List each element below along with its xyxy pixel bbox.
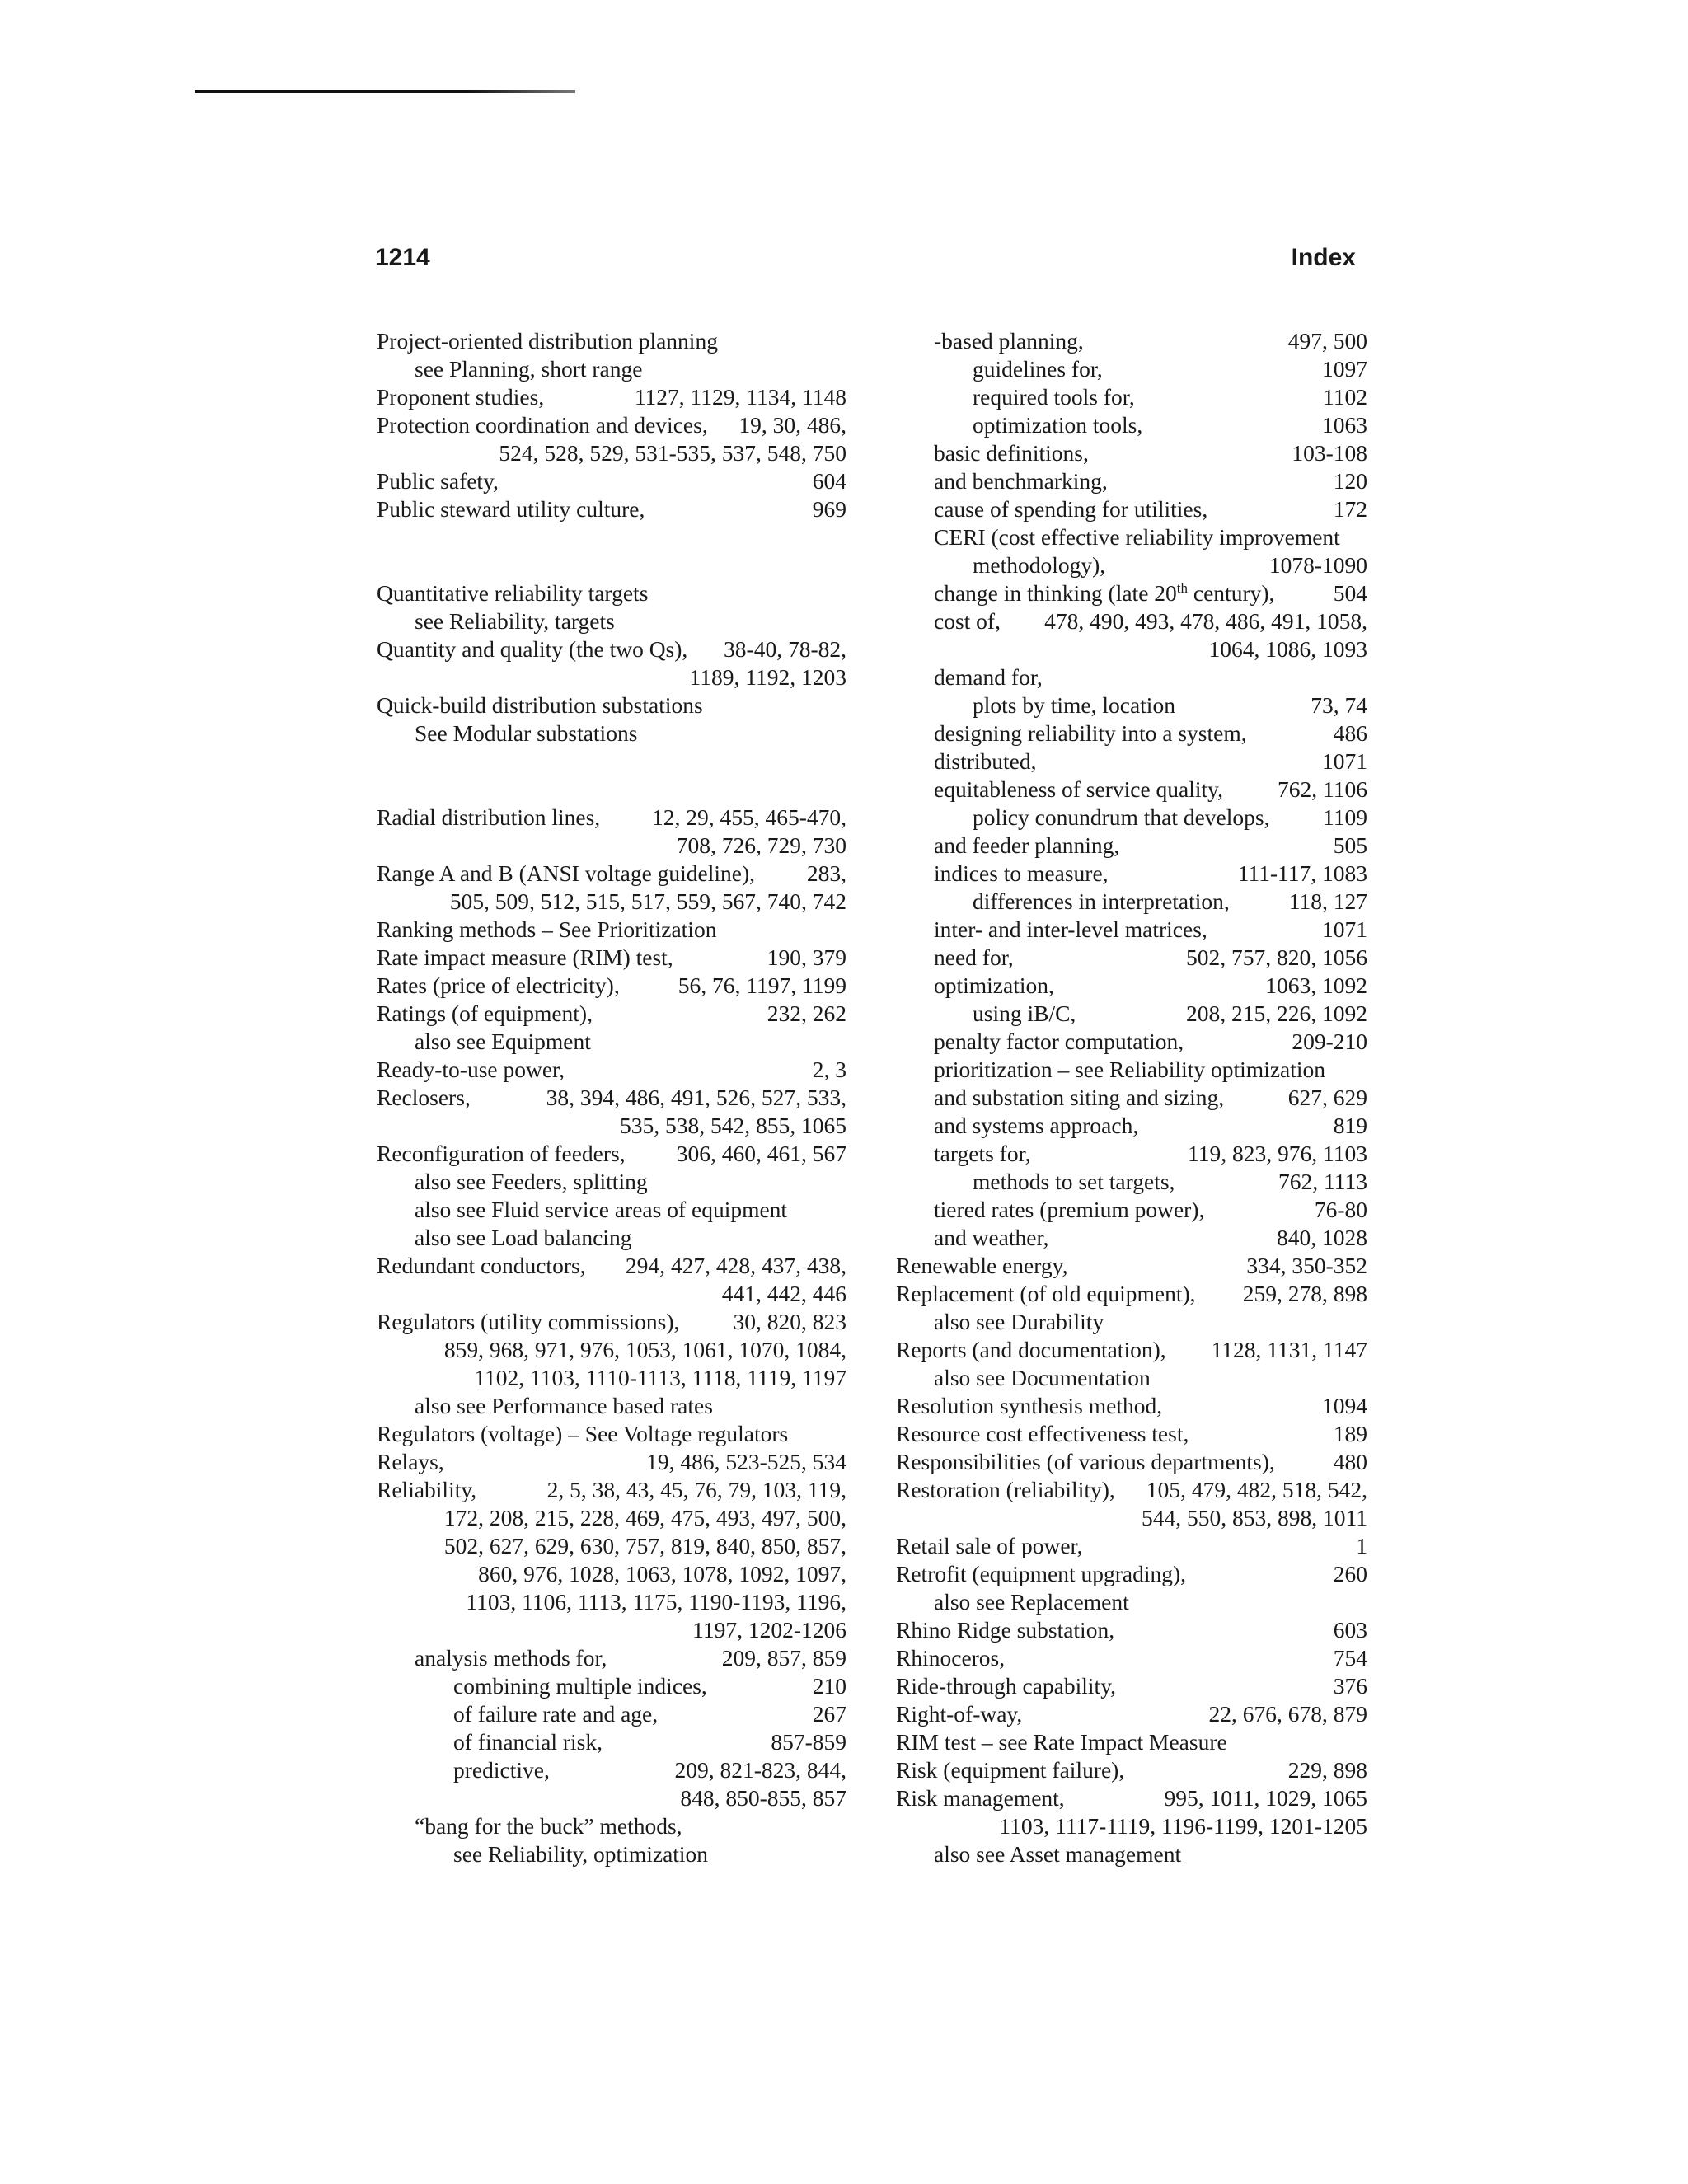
- index-entry: [377, 1112, 846, 1140]
- index-entry: [377, 1140, 846, 1168]
- entry-pages: 708, 726, 729, 730: [676, 832, 846, 858]
- index-entry: [896, 1000, 1367, 1028]
- entry-pages: 232, 262: [767, 1001, 846, 1026]
- entry-text: guidelines for,: [973, 356, 1103, 382]
- index-entry: [896, 1392, 1367, 1420]
- index-entry: [377, 383, 846, 411]
- entry-pages: 502, 757, 820, 1056: [1186, 944, 1367, 970]
- entry-pages: 260: [1333, 1561, 1367, 1586]
- section-gap: [377, 776, 846, 804]
- index-entry: [896, 1028, 1367, 1056]
- index-entry: [896, 748, 1367, 776]
- index-entry: [896, 1196, 1367, 1224]
- entry-pages: 995, 1011, 1029, 1065: [1164, 1785, 1367, 1811]
- entry-text: Restoration (reliability),: [896, 1477, 1115, 1502]
- index-entry: [377, 916, 846, 944]
- index-entry: [377, 607, 846, 635]
- index-entry: [377, 467, 846, 495]
- entry-pages: 2, 5, 38, 43, 45, 76, 79, 103, 119,: [546, 1477, 846, 1502]
- entry-pages: 859, 968, 971, 976, 1053, 1061, 1070, 1084,: [443, 1337, 846, 1362]
- index-entry: [896, 1420, 1367, 1448]
- entry-pages: 1128, 1131, 1147: [1211, 1337, 1367, 1362]
- entry-pages: 819: [1333, 1113, 1367, 1138]
- index-entry: [896, 1616, 1367, 1644]
- entry-text: and substation siting and sizing,: [934, 1085, 1225, 1110]
- index-entry: [377, 1056, 846, 1084]
- entry-text: Relays,: [377, 1449, 444, 1474]
- entry-text: and weather,: [934, 1225, 1049, 1250]
- entry-text: Ratings (of equipment),: [377, 1001, 593, 1026]
- index-entry: [896, 523, 1367, 551]
- entry-text: of financial risk,: [453, 1729, 603, 1755]
- entry-text: combining multiple indices,: [453, 1673, 707, 1699]
- entry-pages: 502, 627, 629, 630, 757, 819, 840, 850, 857,: [443, 1533, 846, 1558]
- entry-text: also see Load balancing: [415, 1225, 632, 1250]
- index-entry: [377, 1756, 846, 1784]
- entry-text: differences in interpretation,: [973, 888, 1230, 914]
- entry-pages: 627, 629: [1287, 1085, 1367, 1110]
- entry-text: Ready-to-use power,: [377, 1057, 565, 1082]
- section-gap: [377, 523, 846, 551]
- entry-pages: 172: [1333, 496, 1367, 522]
- entry-pages: 334, 350-352: [1246, 1253, 1367, 1278]
- index-entry: [896, 1476, 1367, 1504]
- index-entry: [896, 1588, 1367, 1616]
- entry-text: RIM test – see Rate Impact Measure: [896, 1729, 1227, 1755]
- index-entry: [896, 495, 1367, 523]
- entry-pages: 105, 479, 482, 518, 542,: [1146, 1477, 1367, 1502]
- entry-text: targets for,: [934, 1141, 1031, 1166]
- index-entry: [377, 691, 846, 719]
- index-entry: [896, 1672, 1367, 1700]
- entry-pages: 118, 127: [1288, 888, 1367, 914]
- index-entry: [896, 411, 1367, 439]
- entry-text: using iB/C,: [973, 1001, 1076, 1026]
- index-entry: [896, 1056, 1367, 1084]
- index-entry: [377, 1196, 846, 1224]
- entry-text: see Reliability, optimization: [453, 1841, 709, 1867]
- index-entry: [377, 860, 846, 888]
- entry-text: also see Durability: [934, 1309, 1104, 1334]
- index-entry: [896, 607, 1367, 635]
- entry-pages: 524, 528, 529, 531-535, 537, 548, 750: [499, 440, 846, 466]
- entry-text: and feeder planning,: [934, 832, 1120, 858]
- index-entry: [377, 635, 846, 663]
- entry-pages: 376: [1333, 1673, 1367, 1699]
- index-entry: [377, 1588, 846, 1616]
- entry-text: predictive,: [453, 1757, 550, 1783]
- entry-pages: 103-108: [1292, 440, 1367, 466]
- entry-text: indices to measure,: [934, 860, 1109, 886]
- entry-text: Protection coordination and devices,: [377, 412, 708, 438]
- entry-text: basic definitions,: [934, 440, 1089, 466]
- entry-text: and benchmarking,: [934, 468, 1108, 494]
- entry-text: “bang for the buck” methods,: [415, 1813, 682, 1839]
- index-entry: [377, 1840, 846, 1868]
- entry-pages: 1109: [1323, 804, 1367, 830]
- entry-pages: 762, 1106: [1278, 776, 1367, 802]
- index-entry: [377, 1280, 846, 1308]
- entry-pages: 190, 379: [767, 944, 846, 970]
- index-entry: [377, 1532, 846, 1560]
- index-entry: [377, 1364, 846, 1392]
- entry-pages: 1071: [1322, 748, 1367, 774]
- index-entry: [896, 944, 1367, 972]
- entry-pages: 210: [812, 1673, 846, 1699]
- index-entry: [896, 1812, 1367, 1840]
- entry-text: Range A and B (ANSI voltage guideline),: [377, 860, 756, 886]
- entry-text: Regulators (utility commissions),: [377, 1309, 680, 1334]
- index-entry: [377, 1084, 846, 1112]
- entry-text: also see Documentation: [934, 1365, 1151, 1390]
- entry-pages: 306, 460, 461, 567: [676, 1141, 846, 1166]
- entry-pages: 497, 500: [1287, 328, 1367, 354]
- entry-pages: 38, 394, 486, 491, 526, 527, 533,: [546, 1085, 846, 1110]
- entry-text: cost of,: [934, 608, 1001, 634]
- index-entry: [377, 1448, 846, 1476]
- index-entry: [377, 972, 846, 1000]
- entry-pages: 1102, 1103, 1110-1113, 1118, 1119, 1197: [474, 1365, 846, 1390]
- entry-text: Proponent studies,: [377, 384, 545, 410]
- entry-text: Risk (equipment failure),: [896, 1757, 1125, 1783]
- entry-pages: 209, 821-823, 844,: [674, 1757, 846, 1783]
- entry-pages: 1197, 1202-1206: [692, 1617, 846, 1643]
- index-entry: [377, 1168, 846, 1196]
- entry-text: also see Asset management: [934, 1841, 1182, 1867]
- index-entry: [377, 1616, 846, 1644]
- entry-pages: 1071: [1322, 916, 1367, 942]
- entry-text: Regulators (voltage) – See Voltage regulators: [377, 1421, 789, 1446]
- entry-pages: 1103, 1117-1119, 1196-1199, 1201-1205: [999, 1813, 1367, 1839]
- index-entry: [896, 1252, 1367, 1280]
- index-entry: [377, 804, 846, 832]
- entry-pages: 1063, 1092: [1265, 972, 1367, 998]
- index-entry: [896, 663, 1367, 691]
- index-entry: [377, 719, 846, 748]
- entry-text: required tools for,: [973, 384, 1135, 410]
- entry-pages: 857-859: [771, 1729, 846, 1755]
- entry-text: change in thinking (late 20th century),: [934, 579, 1275, 606]
- entry-text: See Modular substations: [415, 720, 638, 746]
- index-entry: [896, 1364, 1367, 1392]
- entry-pages: 1078-1090: [1268, 552, 1367, 578]
- index-entry: [896, 1112, 1367, 1140]
- entry-pages: 544, 550, 853, 898, 1011: [1142, 1505, 1367, 1530]
- index-entry: [377, 1784, 846, 1812]
- entry-text: policy conundrum that develops,: [973, 804, 1270, 830]
- index-entry: [377, 411, 846, 439]
- entry-pages: 504: [1333, 580, 1367, 606]
- entry-pages: 1189, 1192, 1203: [689, 664, 846, 690]
- ordinal-suffix: th: [1176, 579, 1189, 596]
- entry-pages: 208, 215, 226, 1092: [1186, 1001, 1367, 1026]
- entry-pages: 486: [1333, 720, 1367, 746]
- entry-text: Redundant conductors,: [377, 1253, 586, 1278]
- index-entry: [377, 1000, 846, 1028]
- entry-pages: 19, 30, 486,: [738, 412, 846, 438]
- entry-pages: 969: [812, 496, 846, 522]
- entry-text: analysis methods for,: [415, 1645, 607, 1671]
- entry-pages: 480: [1333, 1449, 1367, 1474]
- index-entry: [896, 888, 1367, 916]
- entry-text: Quantitative reliability targets: [377, 580, 649, 606]
- entry-pages: 1063: [1322, 412, 1367, 438]
- index-entry: [896, 1280, 1367, 1308]
- index-entry: [896, 1560, 1367, 1588]
- entry-pages: 283,: [806, 860, 846, 886]
- entry-pages: 1094: [1322, 1393, 1367, 1418]
- entry-pages: 441, 442, 446: [721, 1281, 846, 1306]
- index-entry: [377, 1420, 846, 1448]
- index-entry: [896, 1084, 1367, 1112]
- entry-text: Reclosers,: [377, 1085, 471, 1110]
- index-entry: [896, 691, 1367, 719]
- entry-text: plots by time, location: [973, 692, 1175, 718]
- entry-text: Public safety,: [377, 468, 499, 494]
- index-entry: [896, 1840, 1367, 1868]
- index-column-right: [896, 327, 1367, 1868]
- entry-text: Risk management,: [896, 1785, 1065, 1811]
- index-entry: [377, 579, 846, 607]
- index-entry: [377, 888, 846, 916]
- index-entry: [896, 1784, 1367, 1812]
- entry-text: Reconfiguration of feeders,: [377, 1141, 626, 1166]
- entry-text: Rate impact measure (RIM) test,: [377, 944, 673, 970]
- entry-text: Resolution synthesis method,: [896, 1393, 1163, 1418]
- entry-pages: 38-40, 78-82,: [724, 636, 846, 662]
- entry-text: demand for,: [934, 664, 1043, 690]
- entry-pages: 762, 1113: [1278, 1169, 1367, 1194]
- entry-text: also see Feeders, splitting: [415, 1169, 648, 1194]
- index-entry: [896, 1644, 1367, 1672]
- entry-text: of failure rate and age,: [453, 1701, 659, 1727]
- entry-text: need for,: [934, 944, 1014, 970]
- top-rule: [195, 90, 575, 93]
- entry-pages: 12, 29, 455, 465-470,: [651, 804, 846, 830]
- index-entry: [377, 355, 846, 383]
- entry-text: methodology),: [973, 552, 1106, 578]
- index-entry: [377, 1560, 846, 1588]
- entry-pages: 119, 823, 976, 1103: [1188, 1141, 1367, 1166]
- entry-text: optimization tools,: [973, 412, 1143, 438]
- entry-pages: 1097: [1322, 356, 1367, 382]
- entry-pages: 535, 538, 542, 855, 1065: [620, 1113, 846, 1138]
- entry-text: Quantity and quality (the two Qs),: [377, 636, 688, 662]
- index-entry: [377, 1252, 846, 1280]
- entry-pages: 56, 76, 1197, 1199: [678, 972, 846, 998]
- index-entry: [896, 355, 1367, 383]
- index-entry: [377, 439, 846, 467]
- entry-text: also see Fluid service areas of equipment: [415, 1197, 788, 1222]
- entry-text: Retail sale of power,: [896, 1533, 1083, 1558]
- index-entry: [896, 551, 1367, 579]
- entry-pages: 73, 74: [1311, 692, 1367, 718]
- index-entry: [896, 804, 1367, 832]
- index-entry: [896, 635, 1367, 663]
- index-entry: [896, 1140, 1367, 1168]
- entry-text: Reports (and documentation),: [896, 1337, 1166, 1362]
- entry-text: inter- and inter-level matrices,: [934, 916, 1207, 942]
- entry-pages: 603: [1333, 1617, 1367, 1643]
- entry-pages: 76-80: [1314, 1197, 1367, 1222]
- index-entry: [896, 439, 1367, 467]
- entry-pages: 505: [1333, 832, 1367, 858]
- entry-pages: 604: [812, 468, 846, 494]
- index-entry: [377, 944, 846, 972]
- entry-pages: 120: [1333, 468, 1367, 494]
- index-entry: [377, 663, 846, 691]
- index-entry: [377, 1308, 846, 1336]
- entry-pages: 2, 3: [812, 1057, 846, 1082]
- index-entry: [896, 1756, 1367, 1784]
- index-entry: [896, 719, 1367, 748]
- index-entry: [377, 1700, 846, 1728]
- index-column-left: [377, 327, 846, 1868]
- index-entry: [896, 1308, 1367, 1336]
- section-gap: [377, 551, 846, 579]
- entry-text: Ride-through capability,: [896, 1673, 1117, 1699]
- entry-text: Retrofit (equipment upgrading),: [896, 1561, 1187, 1586]
- entry-text: Resource cost effectiveness test,: [896, 1421, 1189, 1446]
- entry-text: Public steward utility culture,: [377, 496, 645, 522]
- entry-pages: 505, 509, 512, 515, 517, 559, 567, 740, 742: [449, 888, 846, 914]
- entry-text: Rates (price of electricity),: [377, 972, 620, 998]
- index-entry: [377, 1392, 846, 1420]
- index-entry: [377, 1028, 846, 1056]
- entry-pages: 848, 850-855, 857: [680, 1785, 846, 1811]
- entry-pages: 1: [1356, 1533, 1367, 1558]
- entry-text: and systems approach,: [934, 1113, 1139, 1138]
- entry-text: also see Performance based rates: [415, 1393, 713, 1418]
- index-entry: [896, 579, 1367, 607]
- entry-text: Replacement (of old equipment),: [896, 1281, 1196, 1306]
- entry-text: Responsibilities (of various departments),: [896, 1449, 1275, 1474]
- index-entry: [377, 495, 846, 523]
- entry-text: tiered rates (premium power),: [934, 1197, 1205, 1222]
- entry-pages: 478, 490, 493, 478, 486, 491, 1058,: [1044, 608, 1367, 634]
- index-entry: [896, 1168, 1367, 1196]
- entry-pages: 209-210: [1292, 1029, 1367, 1054]
- index-entry: [896, 1336, 1367, 1364]
- index-entry: [896, 776, 1367, 804]
- entry-text: prioritization – see Reliability optimization: [934, 1057, 1326, 1082]
- entry-pages: 172, 208, 215, 228, 469, 475, 493, 497, 500,: [443, 1505, 846, 1530]
- entry-text: Rhinoceros,: [896, 1645, 1006, 1671]
- index-entry: [377, 1224, 846, 1252]
- entry-text: penalty factor computation,: [934, 1029, 1184, 1054]
- entry-text: cause of spending for utilities,: [934, 496, 1208, 522]
- entry-pages: 1127, 1129, 1134, 1148: [634, 384, 846, 410]
- index-entry: [896, 916, 1367, 944]
- entry-text: Project-oriented distribution planning: [377, 328, 718, 354]
- section-title: Index: [1291, 244, 1356, 271]
- entry-text: equitableness of service quality,: [934, 776, 1224, 802]
- index-entry: [896, 383, 1367, 411]
- entry-pages: 189: [1333, 1421, 1367, 1446]
- entry-text: distributed,: [934, 748, 1037, 774]
- index-entry: [377, 327, 846, 355]
- entry-pages: 1103, 1106, 1113, 1175, 1190-1193, 1196,: [466, 1589, 846, 1615]
- entry-pages: 259, 278, 898: [1242, 1281, 1367, 1306]
- index-entry: [896, 1504, 1367, 1532]
- entry-pages: 754: [1333, 1645, 1367, 1671]
- entry-text: see Planning, short range: [415, 356, 643, 382]
- index-entry: [896, 467, 1367, 495]
- entry-pages: 229, 898: [1287, 1757, 1367, 1783]
- entry-text: Radial distribution lines,: [377, 804, 601, 830]
- entry-text: see Reliability, targets: [415, 608, 615, 634]
- index-entry: [896, 1728, 1367, 1756]
- index-entry: [377, 1336, 846, 1364]
- entry-text: CERI (cost effective reliability improvement: [934, 524, 1340, 550]
- entry-text: Right-of-way,: [896, 1701, 1023, 1727]
- index-entry: [896, 1700, 1367, 1728]
- index-entry: [377, 1728, 846, 1756]
- entry-text: Renewable energy,: [896, 1253, 1068, 1278]
- entry-text: Reliability,: [377, 1477, 477, 1502]
- entry-pages: 294, 427, 428, 437, 438,: [625, 1253, 846, 1278]
- page-number: 1214: [375, 244, 430, 271]
- index-entry: [377, 1672, 846, 1700]
- index-entry: [896, 327, 1367, 355]
- entry-text: designing reliability into a system,: [934, 720, 1247, 746]
- entry-text: also see Replacement: [934, 1589, 1129, 1615]
- entry-pages: 209, 857, 859: [721, 1645, 846, 1671]
- index-entry: [896, 832, 1367, 860]
- index-entry: [377, 1812, 846, 1840]
- entry-text: -based planning,: [934, 328, 1084, 354]
- index-entry: [896, 1224, 1367, 1252]
- entry-pages: 30, 820, 823: [733, 1309, 846, 1334]
- entry-text: optimization,: [934, 972, 1054, 998]
- entry-pages: 860, 976, 1028, 1063, 1078, 1092, 1097,: [478, 1561, 846, 1586]
- entry-pages: 1102: [1323, 384, 1367, 410]
- entry-text: also see Equipment: [415, 1029, 591, 1054]
- entry-text: Quick-build distribution substations: [377, 692, 703, 718]
- index-entry: [896, 860, 1367, 888]
- entry-text: methods to set targets,: [973, 1169, 1175, 1194]
- index-entry: [896, 1532, 1367, 1560]
- entry-text: Ranking methods – See Prioritization: [377, 916, 717, 942]
- index-entry: [896, 1448, 1367, 1476]
- entry-pages: 267: [812, 1701, 846, 1727]
- index-entry: [896, 972, 1367, 1000]
- entry-pages: 19, 486, 523-525, 534: [646, 1449, 846, 1474]
- entry-pages: 22, 676, 678, 879: [1208, 1701, 1367, 1727]
- index-entry: [377, 832, 846, 860]
- entry-pages: 111-117, 1083: [1237, 860, 1367, 886]
- index-entry: [377, 1504, 846, 1532]
- entry-pages: 840, 1028: [1277, 1225, 1367, 1250]
- entry-text: Rhino Ridge substation,: [896, 1617, 1115, 1643]
- entry-pages: 1064, 1086, 1093: [1208, 636, 1367, 662]
- index-entry: [377, 1476, 846, 1504]
- index-entry: [377, 1644, 846, 1672]
- section-gap: [377, 748, 846, 776]
